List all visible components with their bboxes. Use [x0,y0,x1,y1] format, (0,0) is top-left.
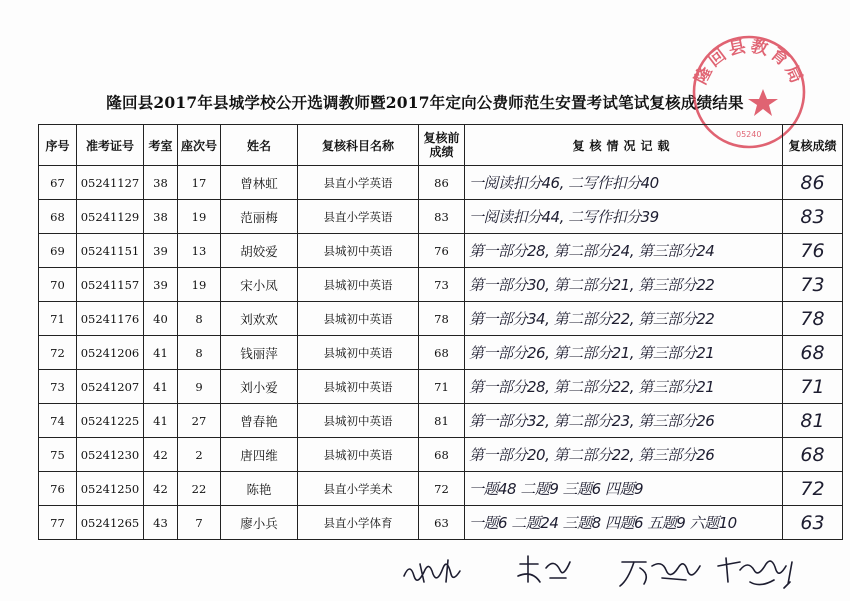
cell-result-score: 81 [783,404,843,438]
cell-result-score: 68 [783,336,843,370]
svg-text:隆回县教育局: 隆回县教育局 [691,36,808,89]
cell-name: 刘小爱 [221,370,298,404]
cell-subject: 县直小学体育 [298,506,419,540]
seal-number: 05240 [736,130,762,139]
cell-record: 第一部分28, 第二部分22, 第三部分21 [465,370,783,404]
cell-room: 41 [144,336,178,370]
cell-seat: 19 [178,200,221,234]
signatures [400,548,840,598]
signature-2 [518,556,570,582]
col-header-record: 复核情况记载 [465,125,783,166]
cell-ticket: 05241250 [77,472,144,506]
cell-before-score: 72 [419,472,465,506]
cell-seat: 17 [178,166,221,200]
col-header-before-score: 复核前成绩 [419,125,465,166]
col-header-seat: 座次号 [178,125,221,166]
cell-result-score: 76 [783,234,843,268]
cell-before-score: 63 [419,506,465,540]
cell-subject: 县直小学美术 [298,472,419,506]
cell-subject: 县直小学英语 [298,166,419,200]
cell-room: 39 [144,234,178,268]
cell-result-score: 86 [783,166,843,200]
cell-subject: 县城初中英语 [298,302,419,336]
cell-ticket: 05241127 [77,166,144,200]
cell-result-score: 83 [783,200,843,234]
cell-result-score: 78 [783,302,843,336]
cell-name: 胡姣爱 [221,234,298,268]
cell-result-score: 73 [783,268,843,302]
cell-record: 第一部分26, 第二部分21, 第三部分21 [465,336,783,370]
cell-ticket: 05241129 [77,200,144,234]
cell-record: 第一部分30, 第二部分21, 第三部分22 [465,268,783,302]
cell-ticket: 05241206 [77,336,144,370]
col-header-seq: 序号 [39,125,77,166]
cell-record: 第一部分20, 第二部分22, 第三部分26 [465,438,783,472]
cell-room: 40 [144,302,178,336]
cell-seq: 69 [39,234,77,268]
cell-name: 宋小凤 [221,268,298,302]
table-header-row [39,125,843,166]
cell-name: 陈艳 [221,472,298,506]
cell-ticket: 05241225 [77,404,144,438]
cell-subject: 县城初中英语 [298,438,419,472]
cell-name: 刘欢欢 [221,302,298,336]
cell-seq: 68 [39,200,77,234]
cell-seat: 2 [178,438,221,472]
col-header-ticket: 准考证号 [77,125,144,166]
cell-before-score: 86 [419,166,465,200]
page-title: 隆回县2017年县城学校公开选调教师暨2017年定向公费师范生安置考试笔试复核成绩结果 [106,93,744,112]
table-row [39,506,843,540]
cell-name: 廖小兵 [221,506,298,540]
col-header-result: 复核成绩 [783,125,843,166]
table-row [39,472,843,506]
cell-name: 范丽梅 [221,200,298,234]
cell-subject: 县城初中英语 [298,370,419,404]
cell-ticket: 05241230 [77,438,144,472]
cell-seq: 74 [39,404,77,438]
cell-room: 38 [144,166,178,200]
cell-result-score: 72 [783,472,843,506]
cell-room: 39 [144,268,178,302]
cell-room: 41 [144,404,178,438]
cell-seat: 7 [178,506,221,540]
table-row [39,404,843,438]
col-header-name: 姓名 [221,125,298,166]
cell-record: 一阅读扣分44, 二写作扣分39 [465,200,783,234]
cell-before-score: 78 [419,302,465,336]
cell-seq: 76 [39,472,77,506]
cell-name: 曾林虹 [221,166,298,200]
cell-record: 一阅读扣分46, 二写作扣分40 [465,166,783,200]
cell-room: 42 [144,438,178,472]
cell-subject: 县直小学英语 [298,200,419,234]
cell-seat: 8 [178,336,221,370]
cell-ticket: 05241157 [77,268,144,302]
signature-4 [718,558,792,588]
cell-seat: 13 [178,234,221,268]
cell-before-score: 73 [419,268,465,302]
table-row [39,438,843,472]
cell-seq: 77 [39,506,77,540]
cell-seq: 73 [39,370,77,404]
results-table [38,124,843,540]
table-row [39,200,843,234]
cell-name: 曾春艳 [221,404,298,438]
cell-record: 一题48 二题9 三题6 四题9 [465,472,783,506]
cell-before-score: 68 [419,336,465,370]
cell-seq: 71 [39,302,77,336]
cell-ticket: 05241265 [77,506,144,540]
cell-ticket: 05241151 [77,234,144,268]
cell-record: 第一部分34, 第二部分22, 第三部分22 [465,302,783,336]
table-row [39,234,843,268]
cell-result-score: 68 [783,438,843,472]
cell-record: 第一部分28, 第二部分24, 第三部分24 [465,234,783,268]
cell-seat: 27 [178,404,221,438]
cell-record: 一题6 二题24 三题8 四题6 五题9 六题10 [465,506,783,540]
cell-room: 41 [144,370,178,404]
cell-seat: 19 [178,268,221,302]
cell-before-score: 68 [419,438,465,472]
cell-subject: 县城初中英语 [298,336,419,370]
table-row [39,370,843,404]
cell-name: 唐四维 [221,438,298,472]
cell-subject: 县城初中英语 [298,268,419,302]
table-row [39,302,843,336]
cell-before-score: 76 [419,234,465,268]
cell-seq: 67 [39,166,77,200]
cell-seq: 75 [39,438,77,472]
cell-record: 第一部分32, 第二部分23, 第三部分26 [465,404,783,438]
cell-room: 43 [144,506,178,540]
cell-seat: 9 [178,370,221,404]
cell-subject: 县城初中英语 [298,234,419,268]
cell-result-score: 71 [783,370,843,404]
col-header-subject: 复核科目名称 [298,125,419,166]
table-row [39,336,843,370]
signature-3 [620,562,700,586]
col-header-room: 考室 [144,125,178,166]
cell-name: 钱丽萍 [221,336,298,370]
cell-seq: 72 [39,336,77,370]
cell-seat: 8 [178,302,221,336]
signature-1 [404,560,460,582]
cell-seq: 70 [39,268,77,302]
cell-seat: 22 [178,472,221,506]
cell-room: 38 [144,200,178,234]
table-row [39,268,843,302]
cell-subject: 县城初中英语 [298,404,419,438]
cell-before-score: 81 [419,404,465,438]
cell-result-score: 63 [783,506,843,540]
cell-before-score: 71 [419,370,465,404]
cell-before-score: 83 [419,200,465,234]
table-row [39,166,843,200]
cell-ticket: 05241207 [77,370,144,404]
cell-room: 42 [144,472,178,506]
cell-ticket: 05241176 [77,302,144,336]
